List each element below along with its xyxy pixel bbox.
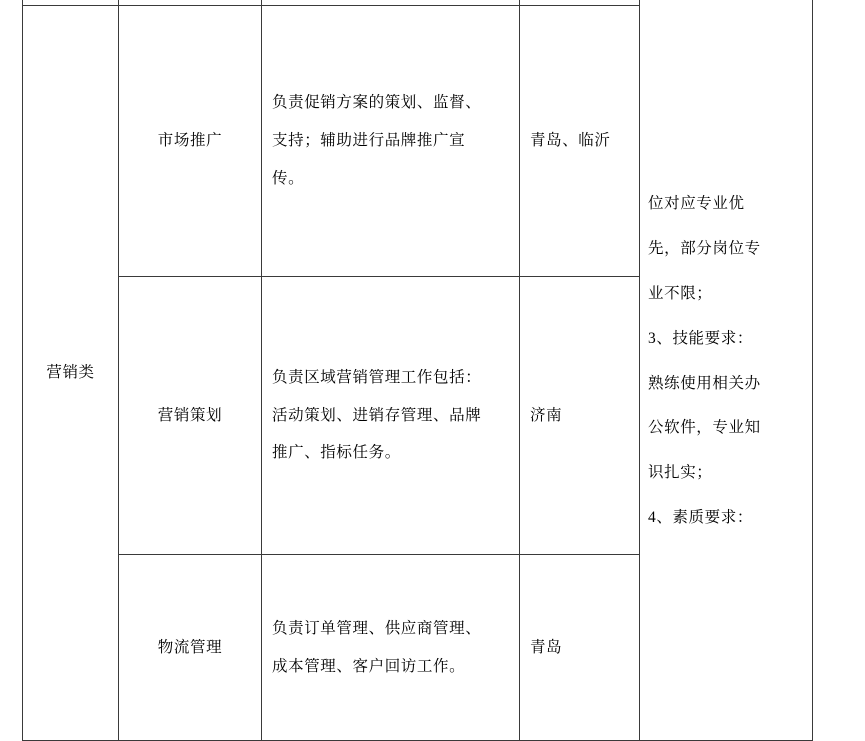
requirement-line: 熟练使用相关办 [648,374,761,392]
requirement-line: 业不限； [648,284,713,302]
requirement-line: 3、技能要求： [648,329,753,347]
page-left-margin [0,0,22,734]
cell-duty [262,555,520,741]
cell-post [119,6,262,277]
cell-city [520,555,640,741]
cell-duty [262,6,520,277]
post-name: 物流管理 [157,638,223,656]
city-name: 济南 [530,406,563,424]
cell-city [520,6,640,277]
duty-line: 推广、指标任务。 [272,444,401,462]
cell-category [23,6,119,741]
cell-city [520,277,640,555]
duty-line: 传。 [272,169,305,187]
requirement-line: 4、素质要求： [648,509,753,527]
duty-line: 负责促销方案的策划、监督、 [272,94,482,112]
cell-requirements [640,0,813,741]
cell-post [119,277,262,555]
requirement-line: 公软件，专业知 [648,419,761,437]
duty-line: 负责区域营销管理工作包括： [272,368,482,386]
requirement-line: 识扎实； [648,464,713,482]
duty-line: 成本管理、客户回访工作。 [272,657,466,675]
duty-line: 支持；辅助进行品牌推广宣 [272,132,466,150]
requirement-line: 先，部分岗位专 [648,239,761,257]
requirement-line: 位对应专业优 [648,194,745,212]
city-name: 青岛 [530,638,563,656]
job-positions-table [22,0,813,741]
category-label: 营销类 [46,364,95,382]
duty-line: 活动策划、进销存管理、品牌 [272,406,482,424]
post-name: 营销策划 [157,406,223,424]
cell-duty [262,277,520,555]
cell-post [119,555,262,741]
city-name: 青岛、临沂 [530,132,611,150]
post-name: 市场推广 [157,132,223,150]
duty-line: 负责订单管理、供应商管理、 [272,619,482,637]
